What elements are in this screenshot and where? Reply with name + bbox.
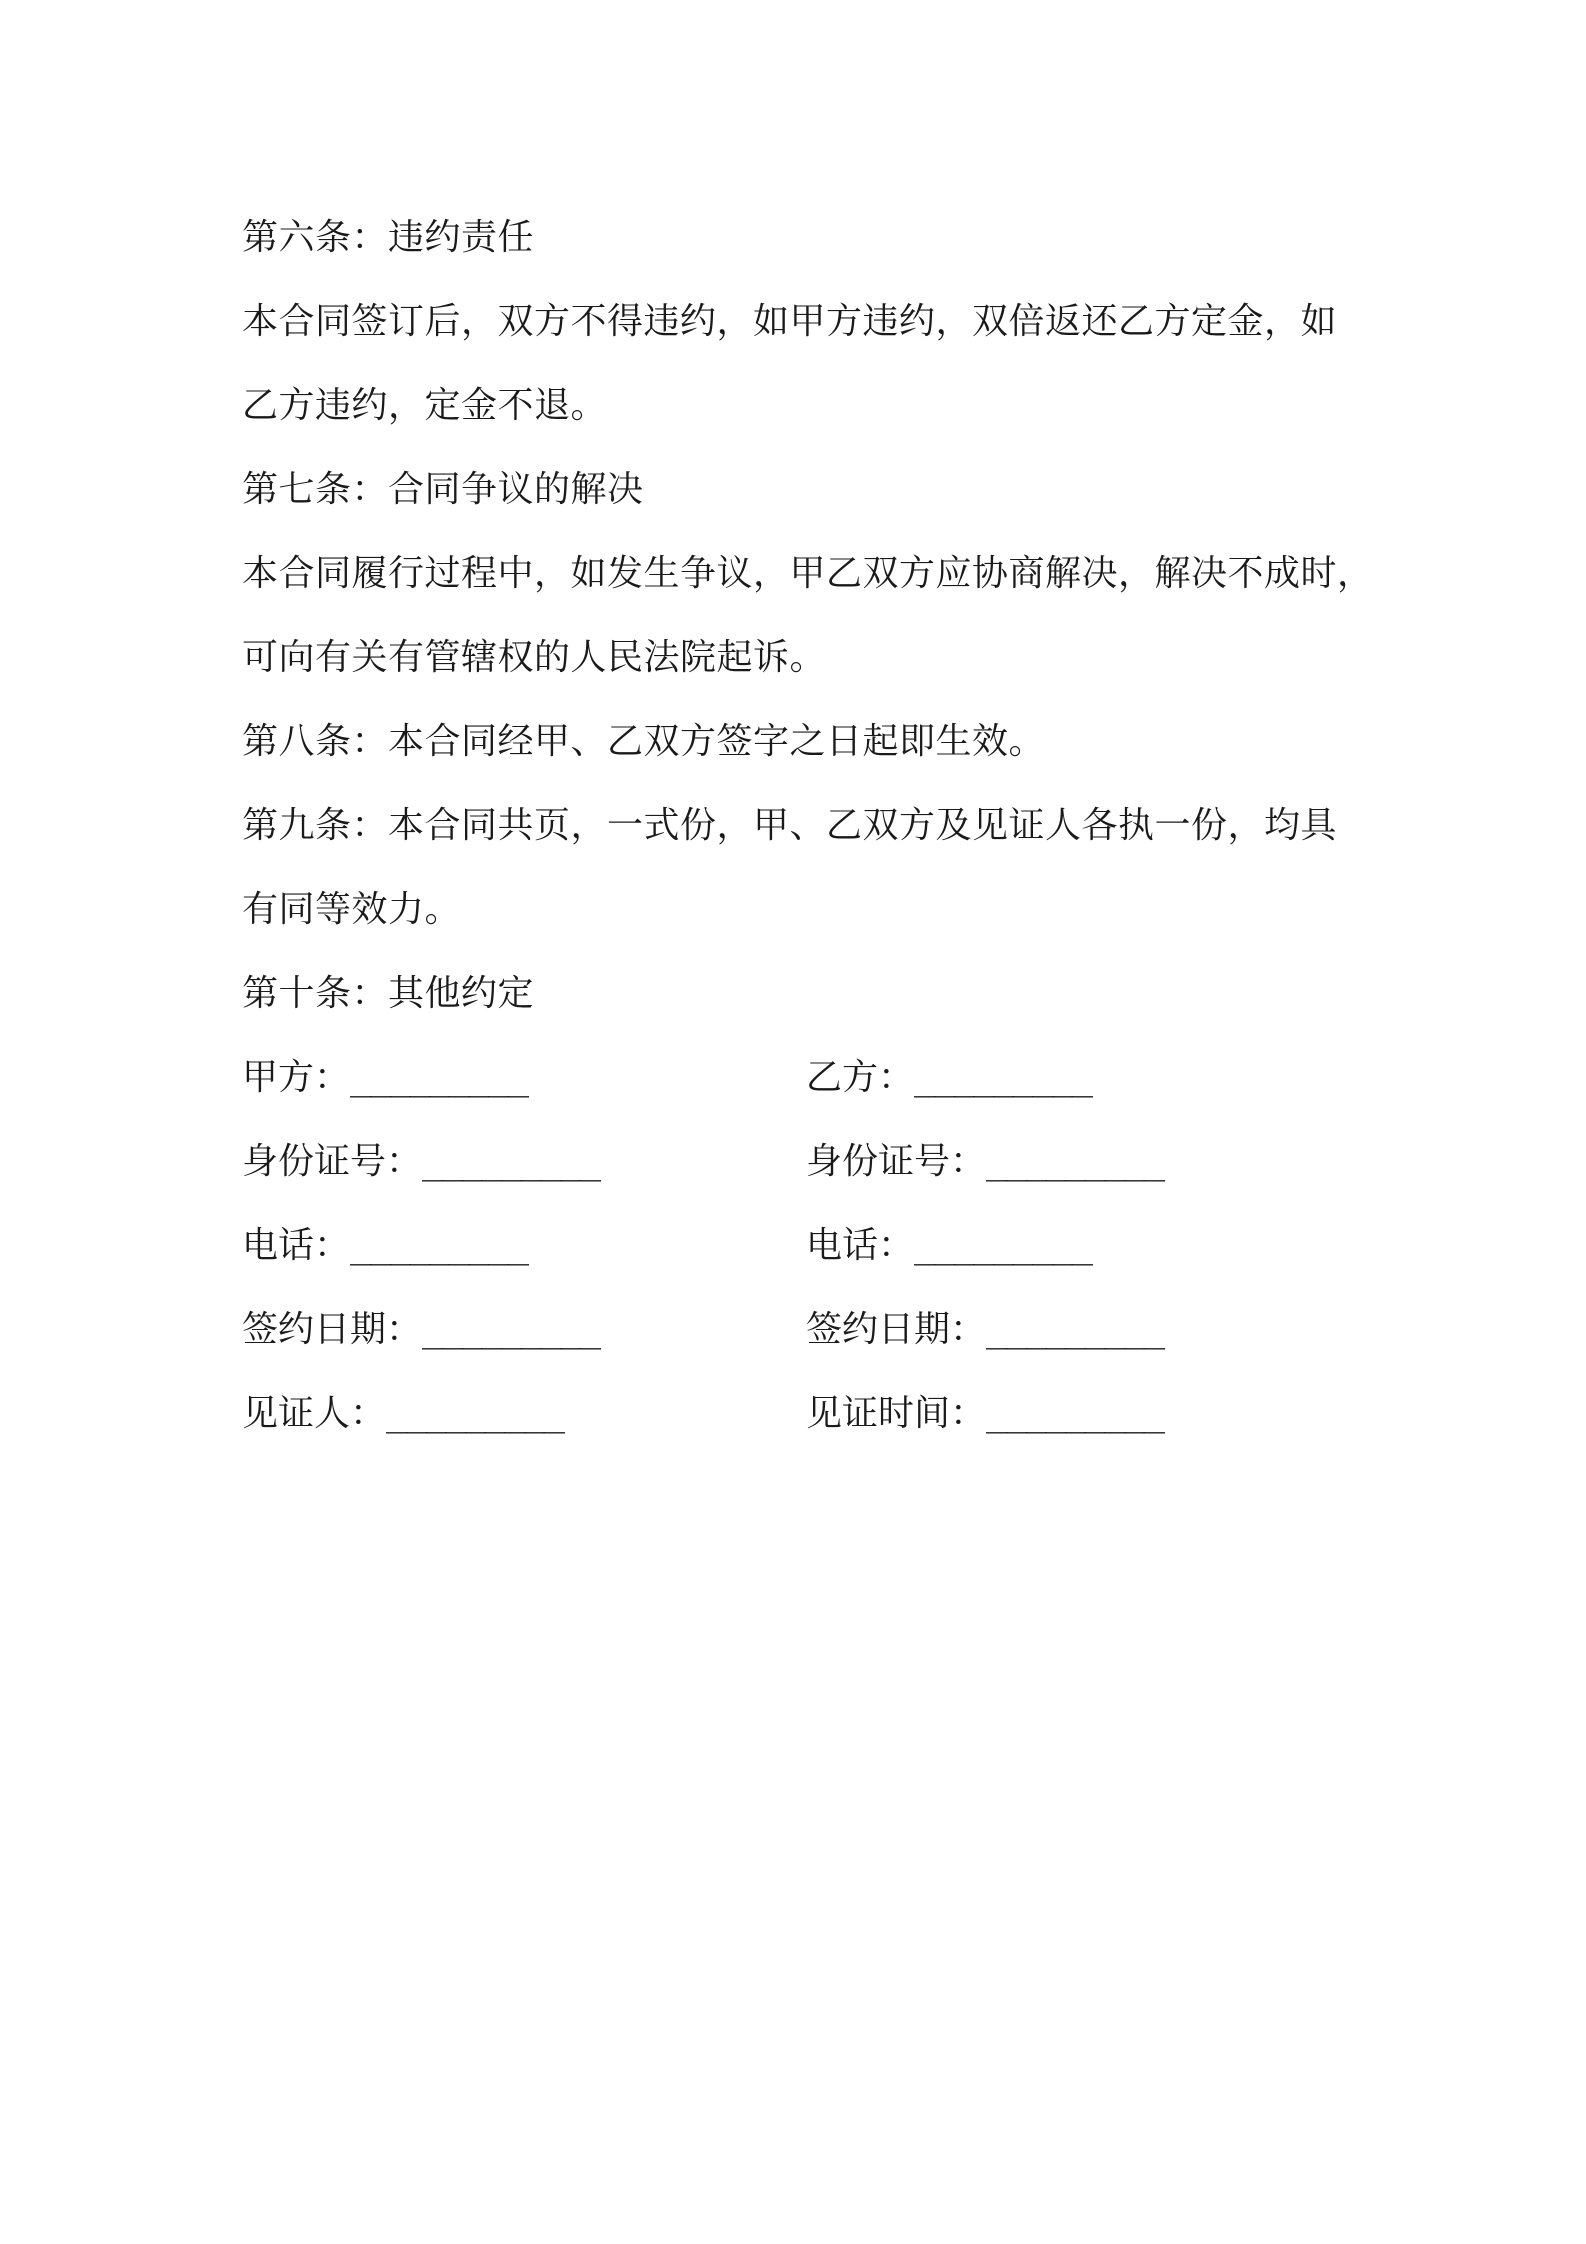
date-a-label: 签约日期： [242,1309,423,1350]
article-7-heading: 第七条：合同争议的解决 [242,469,644,510]
party-b-blank: _________ [914,1057,1092,1098]
party-a-label: 甲方： [242,1057,351,1098]
id-b-field [806,1120,1362,1204]
article-9-line-1: 第九条：本合同共页，一式份，甲、乙双方及见证人各执一份，均具 [242,805,1338,846]
date-b-field [806,1288,1362,1372]
article-7-body-line-1: 本合同履行过程中，如发生争议，甲乙双方应协商解决，解决不成时， [242,553,1374,594]
date-a-field [242,1288,806,1372]
article-8-text: 第八条：本合同经甲、乙双方签字之日起即生效。 [242,721,1046,762]
date-b-label: 签约日期： [806,1309,987,1350]
id-a-label: 身份证号： [242,1141,423,1182]
date-a-blank: _________ [422,1309,600,1350]
phone-a-field [242,1204,806,1288]
phone-a-blank: _________ [350,1225,528,1266]
party-b-field [806,1036,1362,1120]
party-a-field [242,1036,806,1120]
id-a-field [242,1120,806,1204]
signature-block [242,1036,1362,1456]
id-a-blank: _________ [422,1141,600,1182]
phone-b-field [806,1204,1362,1288]
article-9-line-2: 有同等效力。 [242,889,462,930]
date-b-blank: _________ [986,1309,1164,1350]
article-7-body-line-2: 可向有关有管辖权的人民法院起诉。 [242,637,827,678]
article-6-body-line-2: 乙方违约，定金不退。 [242,385,608,426]
phone-b-label: 电话： [806,1225,915,1266]
witness-field [242,1372,806,1456]
witness-time-label: 见证时间： [806,1393,987,1434]
contract-content [242,196,1374,1456]
witness-blank: _________ [386,1393,564,1434]
witness-time-field [806,1372,1362,1456]
party-b-label: 乙方： [806,1057,915,1098]
phone-b-blank: _________ [914,1225,1092,1266]
witness-time-blank: _________ [986,1393,1164,1434]
article-10-heading: 第十条：其他约定 [242,973,535,1014]
id-b-label: 身份证号： [806,1141,987,1182]
id-b-blank: _________ [986,1141,1164,1182]
party-a-blank: _________ [350,1057,528,1098]
phone-a-label: 电话： [242,1225,351,1266]
article-6-body-line-1: 本合同签订后，双方不得违约，如甲方违约，双倍返还乙方定金，如 [242,301,1338,342]
witness-label: 见证人： [242,1393,387,1434]
article-6-heading: 第六条：违约责任 [242,217,535,258]
